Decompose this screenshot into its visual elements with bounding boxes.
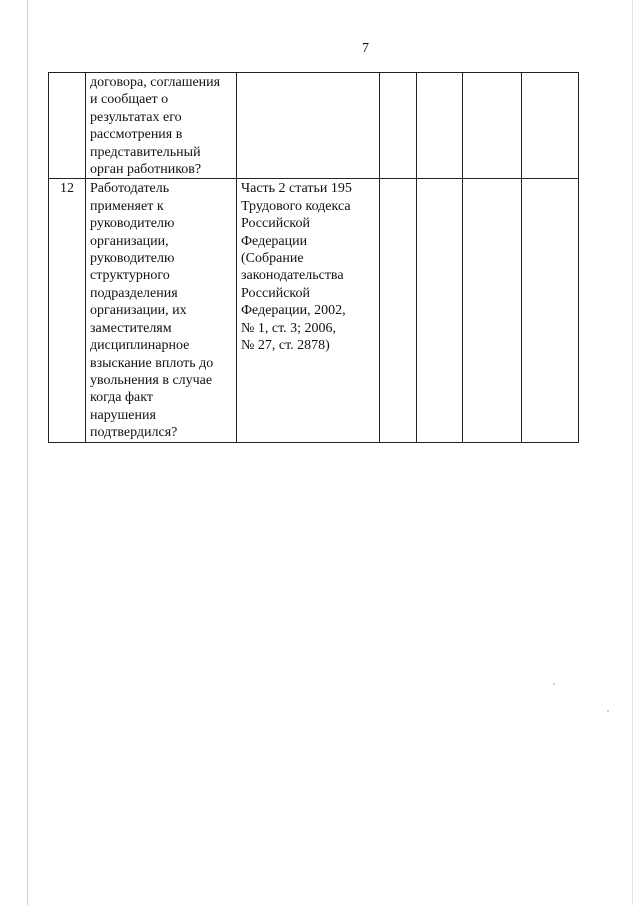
answer-no-cell <box>417 73 463 179</box>
scan-speck <box>607 710 609 712</box>
answer-na-cell <box>463 73 522 179</box>
answer-no-cell <box>417 179 463 442</box>
scan-edge-right <box>632 0 633 905</box>
table-row <box>49 179 579 442</box>
answer-yes-cell <box>380 73 417 179</box>
question-cell: договора, соглашения и сообщает о результатах его рассмотрения в представительный орган работников? <box>86 73 237 179</box>
reference-cell <box>237 73 380 179</box>
page-number: 7 <box>362 41 369 56</box>
answer-yes-cell <box>380 179 417 442</box>
checklist-table <box>48 72 579 443</box>
row-number-cell <box>49 73 86 179</box>
scan-speck <box>553 683 555 685</box>
row-number-cell: 12 <box>49 179 86 442</box>
question-cell: Работодатель применяет к руководителю организации, руководителю структурного подразделения организации, их заместителям дисциплинарное взыскание вплоть до увольнения в случае когда факт нарушения подтвердился? <box>86 179 237 442</box>
notes-cell <box>522 179 579 442</box>
scan-edge-left <box>27 0 28 905</box>
answer-na-cell <box>463 179 522 442</box>
table-row <box>49 73 579 179</box>
reference-cell: Часть 2 статьи 195 Трудового кодекса Российской Федерации (Собрание законодательства Российской Федерации, 2002, № 1, ст. 3; 2006, № 27, ст. 2878) <box>237 179 380 442</box>
notes-cell <box>522 73 579 179</box>
